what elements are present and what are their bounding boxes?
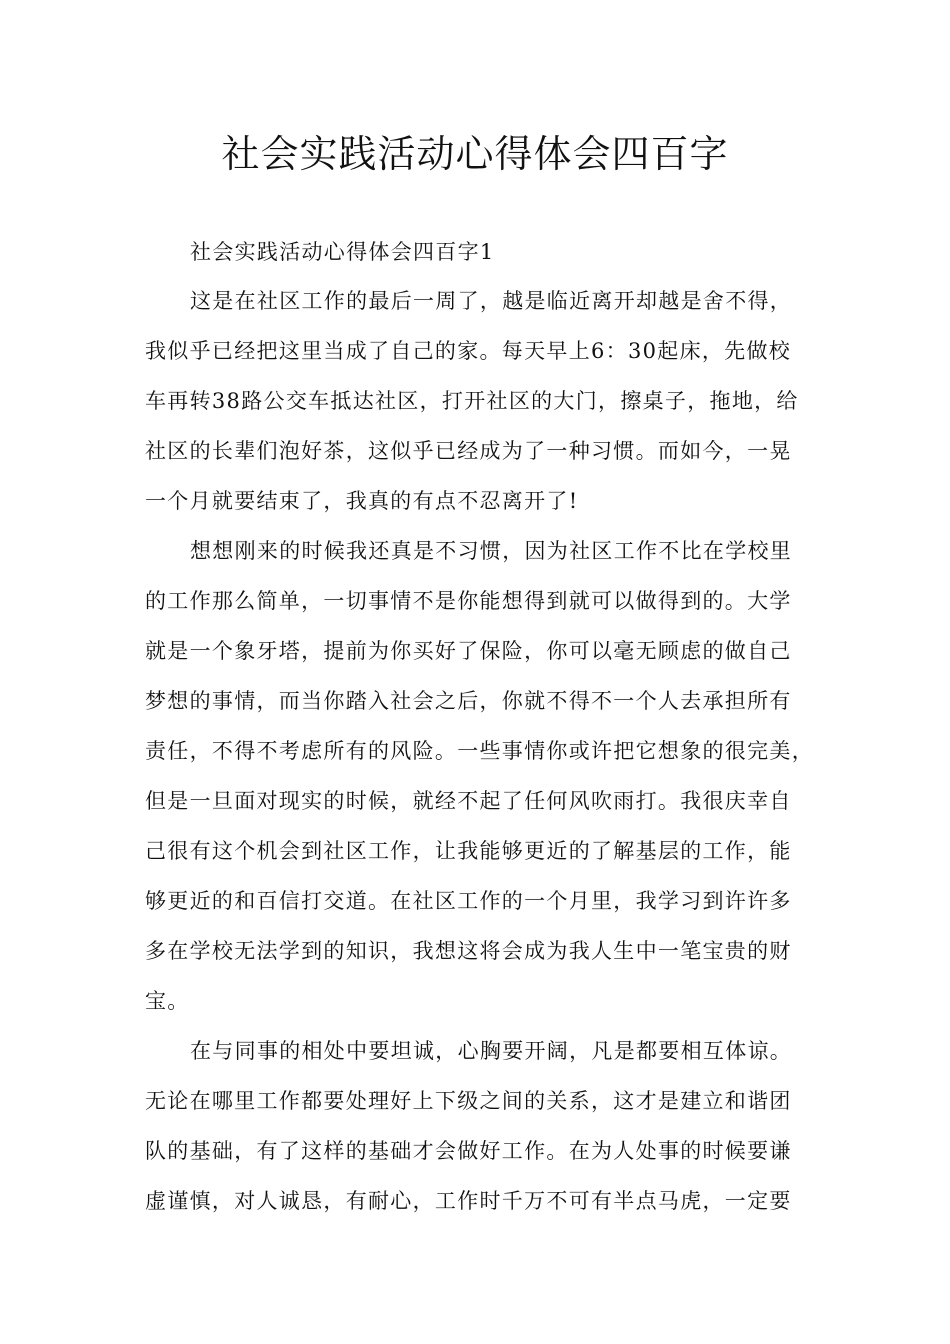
- text-line: 无论在哪里工作都要处理好上下级之间的关系，这才是建立和谐团: [145, 1089, 792, 1113]
- text-line: 梦想的事情，而当你踏入社会之后，你就不得不一个人去承担所有: [145, 689, 792, 713]
- text-line: 在与同事的相处中要坦诚，心胸要开阔，凡是都要相互体谅。: [190, 1039, 793, 1063]
- text-line: 多在学校无法学到的知识，我想这将会成为我人生中一笔宝贵的财: [145, 939, 792, 963]
- document-title: 社会实践活动心得体会四百字: [221, 132, 729, 176]
- text-line: 虚谨慎，对人诚恳，有耐心，工作时千万不可有半点马虎，一定要: [145, 1189, 792, 1213]
- text-line: 社区的长辈们泡好茶，这似乎已经成为了一种习惯。而如今，一晃: [145, 439, 792, 463]
- text-line: 一个月就要结束了，我真的有点不忍离开了!: [145, 489, 579, 513]
- text-line: 宝。: [145, 989, 190, 1013]
- text-line: 队的基础，有了这样的基础才会做好工作。在为人处事的时候要谦: [145, 1139, 792, 1163]
- text-line: 己很有这个机会到社区工作，让我能够更近的了解基层的工作，能: [145, 839, 792, 863]
- text-line: 但是一旦面对现实的时候，就经不起了任何风吹雨打。我很庆幸自: [145, 789, 792, 813]
- text-line: 责任，不得不考虑所有的风险。一些事情你或许把它想象的很完美，: [145, 739, 814, 763]
- text-line: 我似乎已经把这里当成了自己的家。每天早上6：30起床，先做校: [145, 339, 792, 363]
- text-line: 够更近的和百信打交道。在社区工作的一个月里，我学习到许许多: [145, 889, 792, 913]
- text-line: 想想刚来的时候我还真是不习惯，因为社区工作不比在学校里: [190, 539, 793, 563]
- text-line: 的工作那么简单，一切事情不是你能想得到就可以做得到的。大学: [145, 589, 792, 613]
- text-line: 车再转38路公交车抵达社区，打开社区的大门，擦桌子，拖地，给: [145, 389, 799, 413]
- section-heading: 社会实践活动心得体会四百字1: [190, 240, 495, 264]
- text-line: 这是在社区工作的最后一周了，越是临近离开却越是舍不得，: [190, 289, 793, 313]
- text-line: 就是一个象牙塔，提前为你买好了保险，你可以毫无顾虑的做自己: [145, 639, 792, 663]
